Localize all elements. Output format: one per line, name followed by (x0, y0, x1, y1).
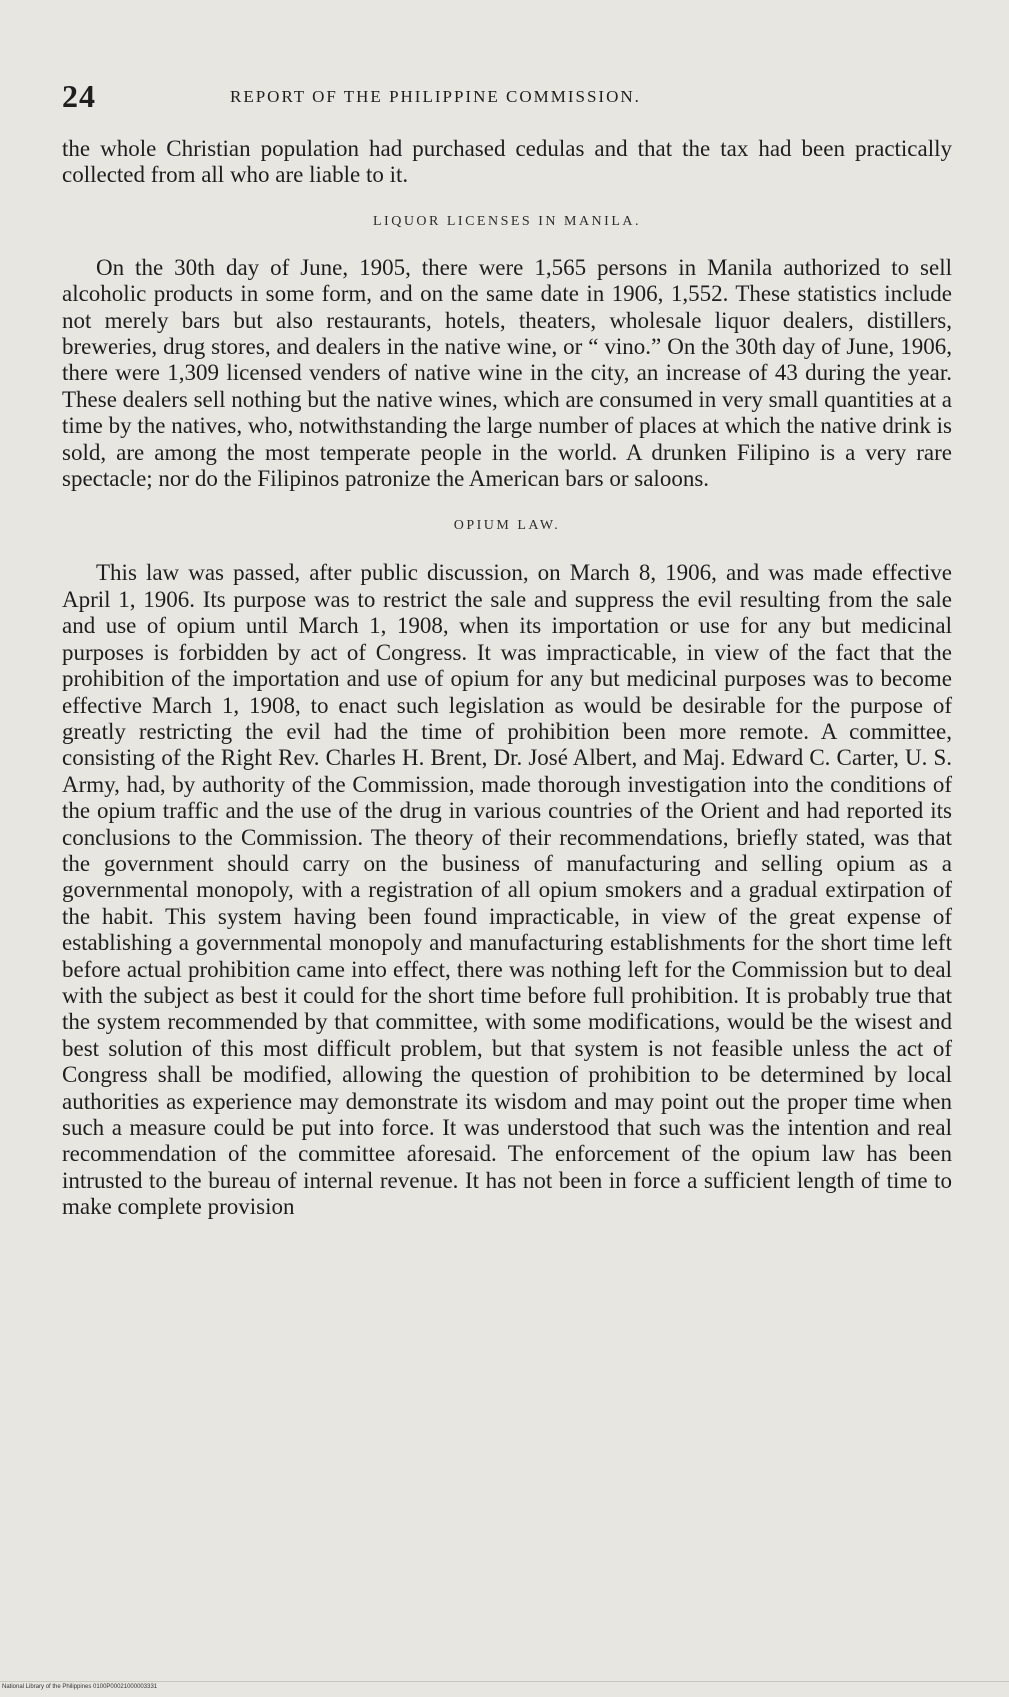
opium-law-heading: OPIUM LAW. (453, 518, 561, 534)
running-head: REPORT OF THE PHILIPPINE COMMISSION. (230, 87, 641, 106)
page-number: 24 (62, 78, 96, 114)
liquor-licenses-heading: LIQUOR LICENSES IN MANILA. (373, 213, 641, 229)
opium-law-paragraph: This law was passed, after public discussion, on March 8, 1906, and was made effective April 1, 1906. Its purpose was to restrict the sale and suppress the evil resulting from the sale and use of opium until March 1, 1908, when its importation or use for any but medicinal purposes is forbidden by act of Congress. It was impracticable, in view of the fact that the prohibition of the importation and use of opium for any but medicinal purposes was to become effective March 1, 1908, to enact such legislation as would be desirable for the purpose of greatly restricting the evil had the time of prohibition been more remote. A committee, consisting of the Right Rev. Charles H. Brent, Dr. José Albert, and Maj. Edward C. Carter, U. S. Army, had, by authority of the Commission, made thorough investigation into the conditions of the opium traffic and the use of the drug in various countries of the Orient and had reported its conclusions to the Commission. The theory of their recommendations, briefly stated, was that the government should carry on the business of manufacturing and selling opium as a governmental monopoly, with a registration of all opium smokers and a gradual extirpation of the habit. This system having been found impracticable, in view of the great expense of establishing a governmental monopoly and manufacturing establishments for the short time left before actual prohibition came into effect, there was nothing left for the Commission but to deal with the subject as best it could for the short time before full prohibition. It is probably true that the system recommended by that committee, with some modifications, would be the wisest and best solution of this most difficult problem, but that system is not feasible unless the act of Congress shall be modified, allowing the question of prohibition to be determined by local authorities as experience may demonstrate its wisdom and may point out the proper time when such a measure could be put into force. It was understood that such was the intention and real recommendation of the committee aforesaid. The enforcement of the opium law has been intrusted to the bureau of internal revenue. It has not been in force a sufficient length of time to make complete provision (62, 560, 952, 1220)
body-text (62, 136, 952, 1221)
scan-credit: National Library of the Philippines 0100P00021000003331 (2, 1684, 158, 1690)
page-header (62, 78, 952, 118)
footer-divider (0, 1681, 1009, 1682)
liquor-licenses-paragraph: On the 30th day of June, 1905, there were 1,565 persons in Manila authorized to sell alcoholic products in some form, and on the same date in 1906, 1,552. These statistics include not merely bars but also restaurants, hotels, theaters, wholesale liquor dealers, distillers, breweries, drug stores, and dealers in the native wine, or “ vino.” On the 30th day of June, 1906, there were 1,309 licensed venders of native wine in the city, an increase of 43 during the year. These dealers sell nothing but the native wines, which are consumed in very small quantities at a time by the natives, who, notwithstanding the large number of places at which the native drink is sold, are among the most temperate people in the world. A drunken Filipino is a very rare spectacle; nor do the Filipinos patronize the American bars or saloons. (62, 254, 952, 492)
intro-paragraph: the whole Christian population had purchased cedulas and that the tax had been practically collected from all who are liable to it. (62, 136, 952, 188)
